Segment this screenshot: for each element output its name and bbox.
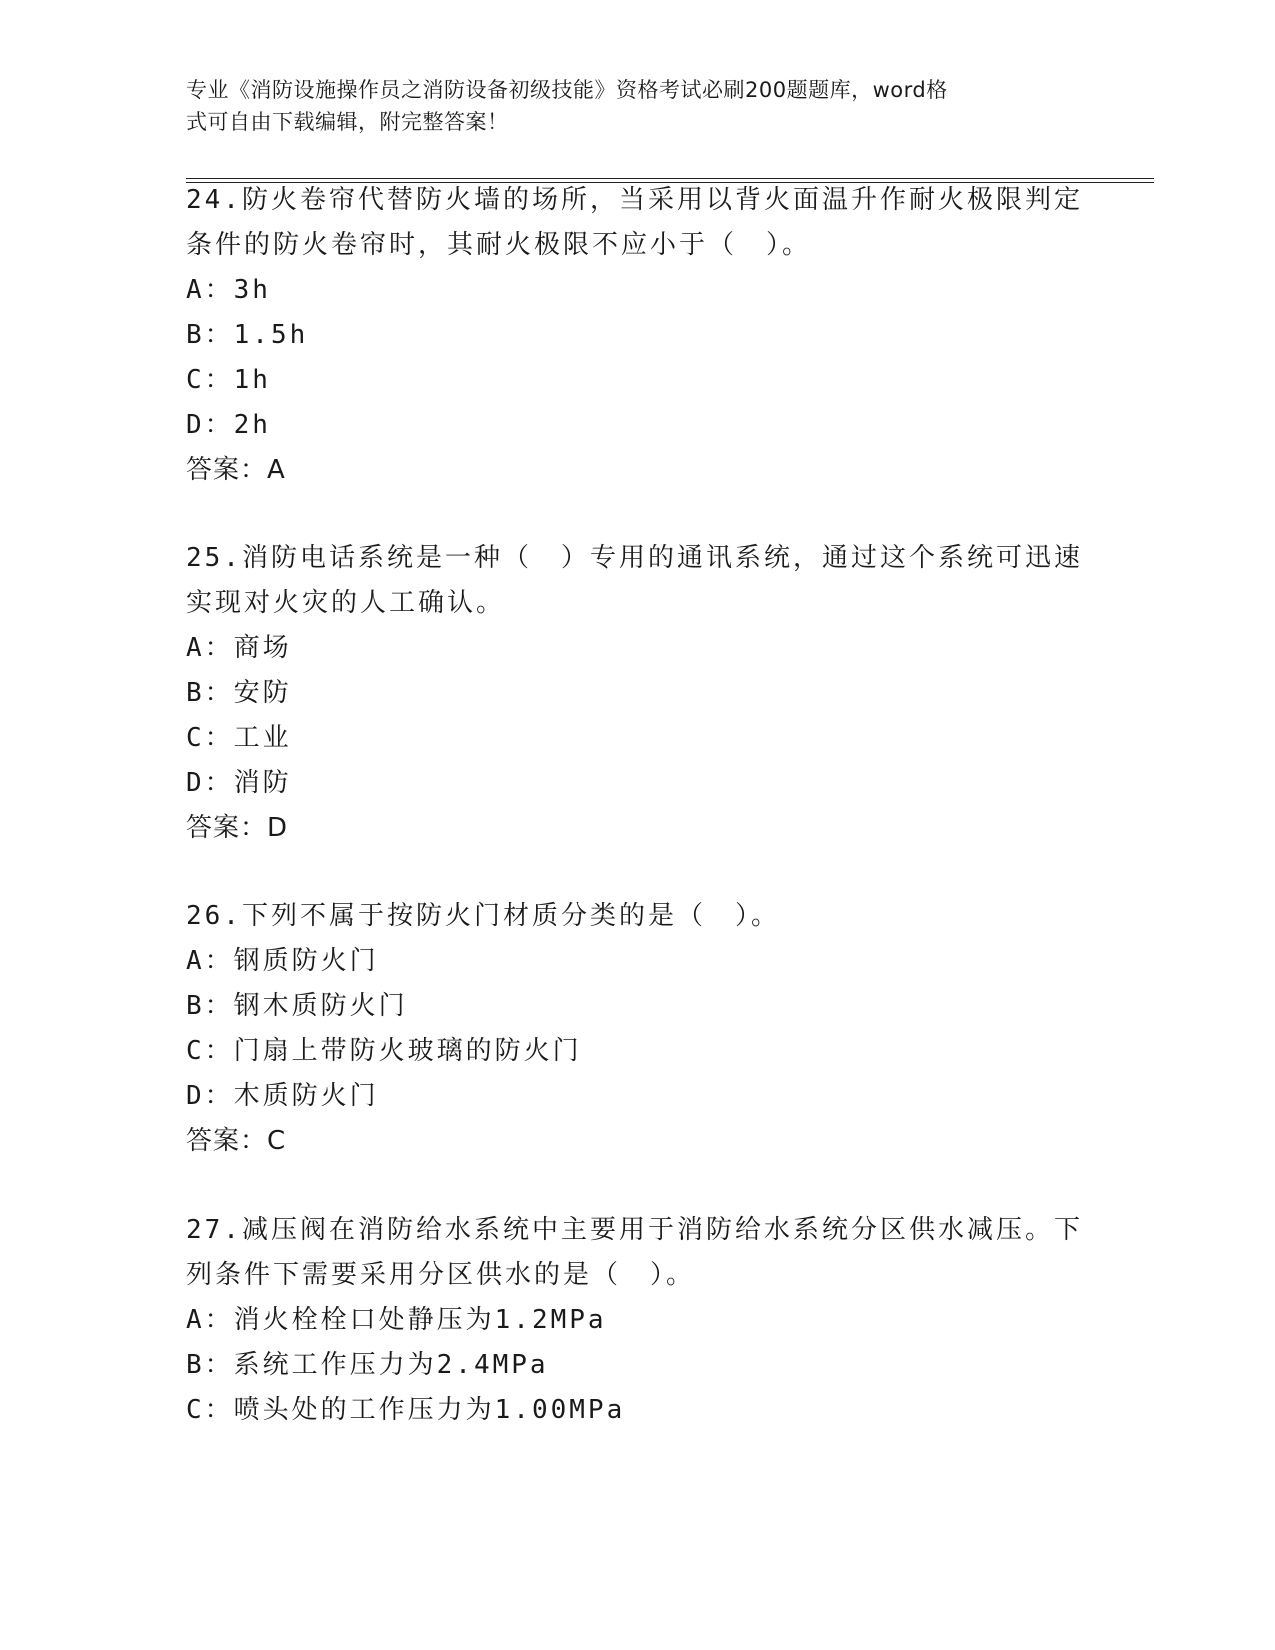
option-b: B：安防 — [186, 678, 292, 708]
option-a: A：钢质防火门 — [186, 946, 379, 976]
header-line-2: 式可自由下载编辑，附完整答案！ — [186, 110, 509, 134]
question-text-line: 26.下列不属于按防火门材质分类的是（ ）。 — [186, 901, 780, 931]
option-c: C：喷头处的工作压力为1.00MPa — [186, 1395, 626, 1425]
option-a: A：消火栓栓口处静压为1.2MPa — [186, 1305, 607, 1335]
question-text-line: 24.防火卷帘代替防火墙的场所，当采用以背火面温升作耐火极限判定 — [186, 185, 1083, 215]
option-b: B：钢木质防火门 — [186, 991, 408, 1021]
question-24 — [186, 178, 1086, 493]
question-25 — [186, 536, 1086, 851]
question-text-line: 列条件下需要采用分区供水的是（ ）。 — [186, 1260, 696, 1290]
answer: 答案：D — [186, 813, 289, 843]
option-a: A：3h — [186, 275, 271, 305]
question-27 — [186, 1208, 1086, 1433]
option-c: C：门扇上带防火玻璃的防火门 — [186, 1036, 582, 1066]
question-text-line: 条件的防火卷帘时，其耐火极限不应小于（ ）。 — [186, 230, 812, 260]
answer: 答案：C — [186, 1126, 287, 1156]
document-header — [186, 74, 1066, 138]
question-text-line: 25.消防电话系统是一种（ ）专用的通讯系统，通过这个系统可迅速 — [186, 543, 1083, 573]
answer: 答案：A — [186, 455, 286, 485]
question-26 — [186, 894, 1086, 1164]
option-d: D：2h — [186, 410, 271, 440]
option-d: D：木质防火门 — [186, 1081, 379, 1111]
option-c: C：工业 — [186, 723, 292, 753]
option-b: B：1.5h — [186, 320, 309, 350]
option-d: D：消防 — [186, 768, 292, 798]
option-a: A：商场 — [186, 633, 292, 663]
option-b: B：系统工作压力为2.4MPa — [186, 1350, 549, 1380]
question-text-line: 实现对火灾的人工确认。 — [186, 588, 506, 618]
question-text-line: 27.减压阀在消防给水系统中主要用于消防给水系统分区供水减压。下 — [186, 1215, 1083, 1245]
header-line-1: 专业《消防设施操作员之消防设备初级技能》资格考试必刷200题题库，word格 — [186, 78, 948, 102]
option-c: C：1h — [186, 365, 271, 395]
